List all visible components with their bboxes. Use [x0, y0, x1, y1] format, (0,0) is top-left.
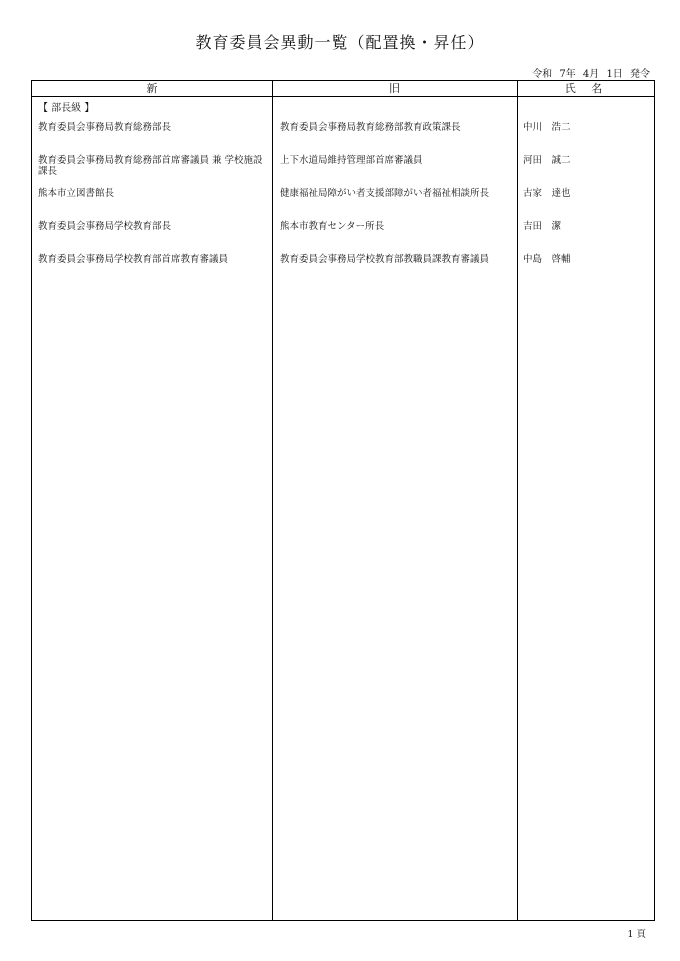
- new-position: 教育委員会事務局教育総務部首席審議員 兼 学校施設課長: [38, 155, 263, 177]
- issue-date: 令和 7年 4月 1日 発令: [532, 69, 650, 80]
- personnel-table: [31, 80, 655, 921]
- column-divider-1: [272, 81, 273, 920]
- person-name: 吉田 潔: [523, 221, 562, 232]
- table-header-row: [32, 81, 654, 97]
- new-position: 教育委員会事務局学校教育部首席教育審議員: [38, 254, 229, 265]
- column-divider-2: [517, 81, 518, 920]
- new-position: 教育委員会事務局教育総務部長: [38, 122, 172, 133]
- person-name: 中島 啓輔: [523, 254, 571, 265]
- header-old: 旧: [389, 82, 400, 95]
- new-position: 熊本市立図書館長: [38, 188, 115, 199]
- header-new: 新: [146, 82, 158, 95]
- old-position: 教育委員会事務局教育総務部教育政策課長: [280, 122, 461, 133]
- page-title: 教育委員会異動一覧（配置換・昇任）: [195, 33, 485, 52]
- old-position: 上下水道局維持管理部首席審議員: [280, 155, 423, 166]
- new-position: 教育委員会事務局学校教育部長: [38, 221, 172, 232]
- person-name: 河田 誠二: [523, 155, 571, 166]
- person-name: 中川 浩二: [523, 122, 571, 133]
- person-name: 古家 達也: [523, 188, 571, 199]
- old-position: 教育委員会事務局学校教育部教職員課教育審議員: [280, 254, 490, 265]
- header-name: 氏 名: [564, 82, 609, 95]
- section-label: 【 部長級 】: [38, 103, 95, 114]
- old-position: 熊本市教育センター所長: [280, 221, 385, 232]
- old-position: 健康福祉局障がい者支援部障がい者福祉相談所長: [280, 188, 490, 199]
- page-number: 1 頁: [627, 929, 646, 940]
